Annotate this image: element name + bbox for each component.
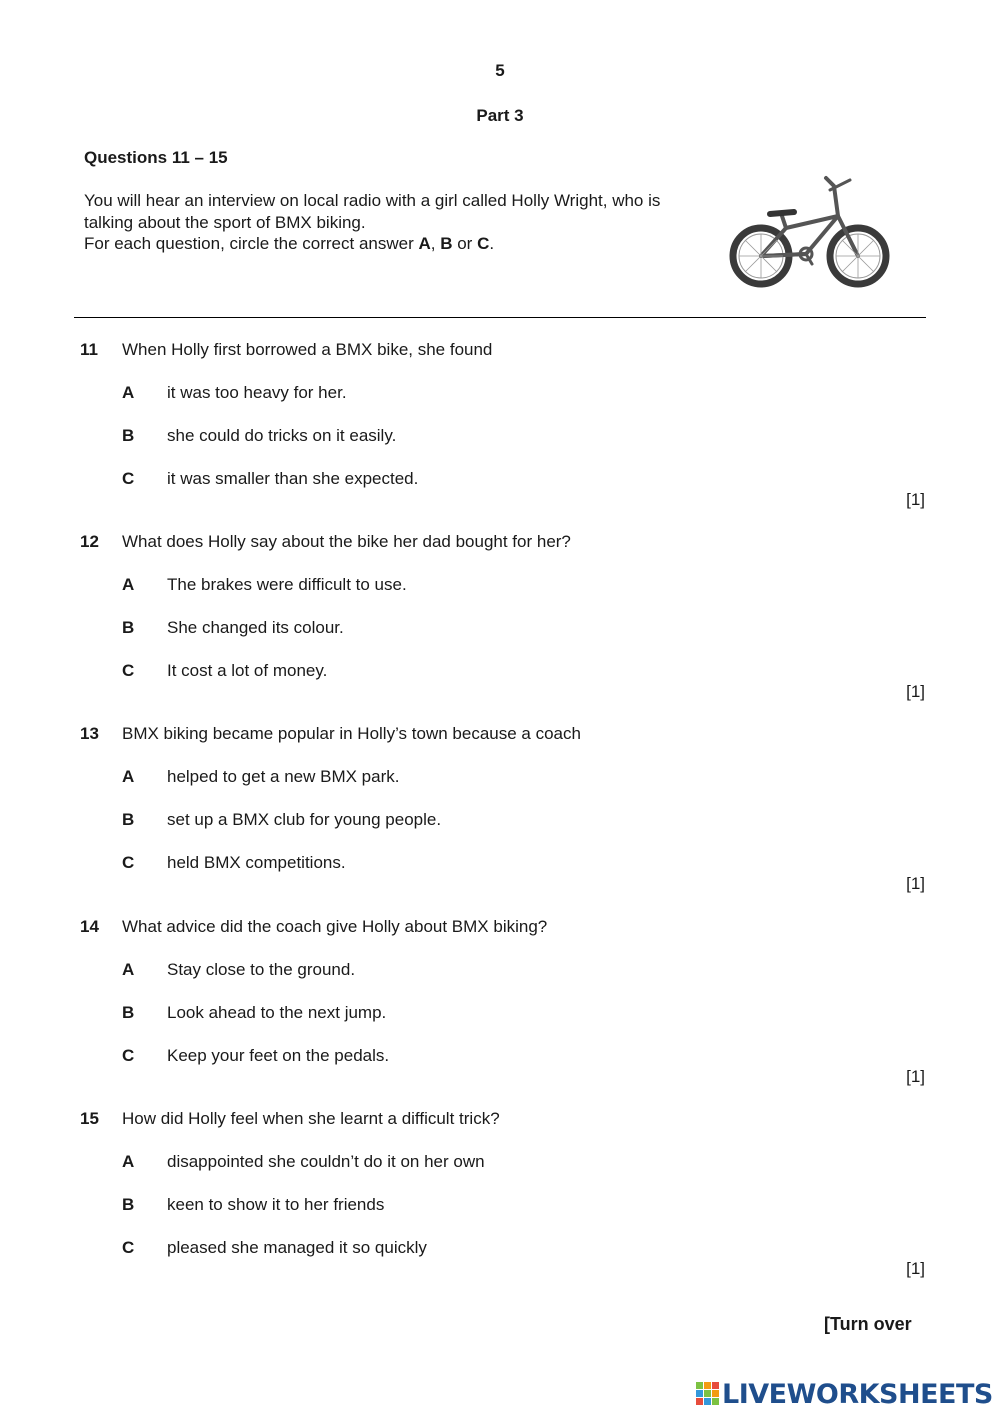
- question-number: 15: [80, 1108, 99, 1128]
- question-13: [0, 724, 1000, 914]
- question-text: BMX biking became popular in Holly’s town because a coach: [122, 724, 581, 744]
- option-a-letter[interactable]: A: [122, 1151, 135, 1171]
- instructions-option-b: B: [440, 234, 453, 253]
- option-b-text[interactable]: she could do tricks on it easily.: [167, 426, 397, 445]
- mark-allocation: [1]: [906, 1258, 925, 1278]
- question-number: 11: [80, 340, 98, 359]
- mark-allocation: [1]: [906, 682, 925, 702]
- bmx-bike-image: [726, 168, 892, 290]
- option-a-letter[interactable]: A: [122, 959, 135, 979]
- option-c-letter[interactable]: C: [122, 1237, 135, 1257]
- brand-name: LIVEWORKSHEETS: [722, 1378, 993, 1410]
- question-text: How did Holly feel when she learnt a difficult trick?: [122, 1108, 500, 1128]
- instructions-line-2: talking about the sport of BMX biking.: [84, 212, 366, 232]
- option-c-letter[interactable]: C: [122, 853, 135, 873]
- option-a-text[interactable]: it was too heavy for her.: [167, 383, 347, 402]
- instructions-end: .: [489, 234, 495, 253]
- questions-range-heading: Questions 11 – 15: [84, 148, 228, 167]
- option-b-text[interactable]: Look ahead to the next jump.: [167, 1002, 387, 1022]
- option-a-text[interactable]: The brakes were difficult to use.: [167, 575, 407, 595]
- instructions-line-1: You will hear an interview on local radio with a girl called Holly Wright, who is: [84, 191, 661, 210]
- instructions: [84, 190, 724, 255]
- question-11: [0, 340, 1000, 530]
- option-b-letter[interactable]: B: [122, 426, 135, 445]
- instructions-option-c: C: [477, 234, 490, 253]
- option-a-text[interactable]: Stay close to the ground.: [167, 959, 356, 979]
- section-divider: [74, 317, 926, 318]
- question-number: 13: [80, 724, 99, 744]
- mark-allocation: [1]: [906, 490, 925, 509]
- option-a-text[interactable]: disappointed she couldn’t do it on her own: [167, 1151, 485, 1171]
- part-heading: Part 3: [476, 106, 524, 125]
- option-b-text[interactable]: keen to show it to her friends: [167, 1194, 385, 1214]
- question-text: What advice did the coach give Holly about BMX biking?: [122, 916, 548, 936]
- instructions-sep-2: or: [452, 234, 478, 253]
- option-c-letter[interactable]: C: [122, 469, 135, 488]
- liveworksheets-logo: [696, 1376, 993, 1412]
- logo-blocks-icon: [696, 1382, 722, 1406]
- question-text: What does Holly say about the bike her dad bought for her?: [122, 532, 571, 552]
- option-b-text[interactable]: set up a BMX club for young people.: [167, 810, 442, 830]
- option-c-text[interactable]: pleased she managed it so quickly: [167, 1237, 427, 1257]
- option-c-text[interactable]: it was smaller than she expected.: [167, 469, 419, 488]
- option-c-text[interactable]: It cost a lot of money.: [167, 661, 328, 681]
- question-12: [0, 532, 1000, 722]
- instructions-prefix: For each question, circle the correct answer: [84, 234, 419, 253]
- option-a-letter[interactable]: A: [122, 383, 135, 402]
- question-14: [0, 917, 1000, 1107]
- option-c-text[interactable]: held BMX competitions.: [167, 853, 346, 873]
- option-c-letter[interactable]: C: [122, 661, 135, 681]
- instructions-sep-1: ,: [430, 234, 441, 253]
- mark-allocation: [1]: [906, 874, 925, 894]
- option-a-letter[interactable]: A: [122, 767, 135, 787]
- option-b-letter[interactable]: B: [122, 618, 135, 638]
- option-b-letter[interactable]: B: [122, 1002, 135, 1022]
- option-c-text[interactable]: Keep your feet on the pedals.: [167, 1045, 390, 1065]
- option-b-letter[interactable]: B: [122, 810, 135, 830]
- page-number: 5: [495, 61, 505, 80]
- question-15: [0, 1109, 1000, 1299]
- option-c-letter[interactable]: C: [122, 1045, 135, 1065]
- question-number: 12: [80, 532, 99, 552]
- option-b-letter[interactable]: B: [122, 1194, 135, 1214]
- turn-over-note: [Turn over: [824, 1314, 912, 1334]
- instructions-option-a: A: [418, 234, 431, 253]
- mark-allocation: [1]: [906, 1066, 925, 1086]
- option-a-text[interactable]: helped to get a new BMX park.: [167, 767, 400, 787]
- instructions-line-3: [84, 233, 724, 255]
- option-b-text[interactable]: She changed its colour.: [167, 618, 344, 638]
- option-a-letter[interactable]: A: [122, 575, 135, 595]
- question-number: 14: [80, 916, 99, 936]
- question-text: When Holly first borrowed a BMX bike, she found: [122, 340, 493, 359]
